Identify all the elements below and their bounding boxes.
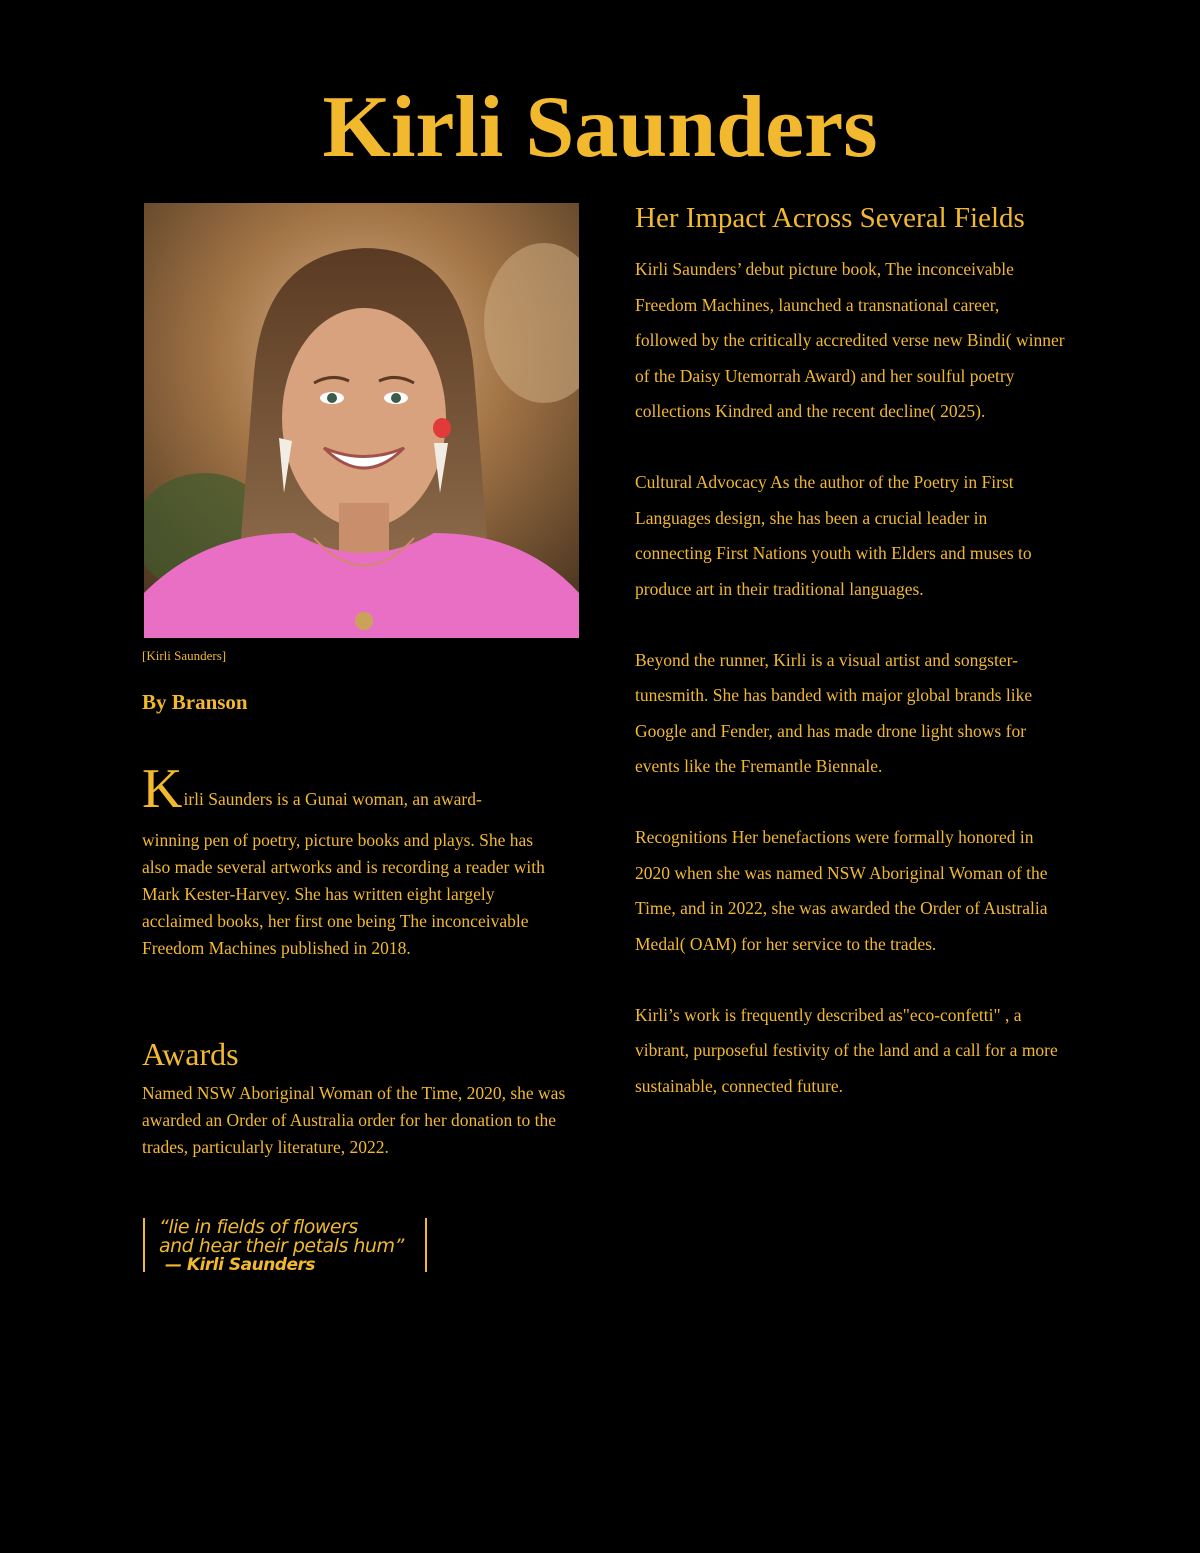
impact-heading: Her Impact Across Several Fields xyxy=(635,202,1025,234)
intro-first-line xyxy=(142,758,482,820)
intro-paragraph xyxy=(142,758,562,962)
page-title: Kirli Saunders xyxy=(322,79,878,176)
impact-paragraph: Kirli Saunders’ debut picture book, The inconceivable Freedom Machines, launched a transnational career, followed by the critically accredited verse new Bindi( winner of the Daisy Utemorrah Award) and her soulful poetry collections Kindred and the recent decline( 2025). xyxy=(635,259,1065,421)
drop-cap: K xyxy=(142,758,183,820)
impact-paragraph: Recognitions Her benefactions were formally honored in 2020 when she was named NSW Aboriginal Woman of the Time, and in 2022, she was awarded the Order of Australia Medal( OAM) for her service to the trades. xyxy=(635,827,1048,954)
impact-paragraph: Beyond the runner, Kirli is a visual artist and songster- tunesmith. She has banded with major global brands like Google and Fender, and has made drone light shows for events like the Fremantle Biennale. xyxy=(635,649,1033,776)
awards-heading: Awards xyxy=(142,1036,239,1072)
impact-body xyxy=(635,252,1065,1140)
intro-first-line-text: irli Saunders is a Gunai woman, an award- xyxy=(183,789,482,809)
quote-author: — Kirli Saunders xyxy=(165,1255,315,1275)
photo-caption: [Kirli Saunders] xyxy=(142,648,227,663)
impact-paragraph: Kirli’s work is frequently described as"eco-confetti" , a vibrant, purposeful festivity of the land and a call for a more sustainable, connected future. xyxy=(635,1004,1058,1096)
quote-line-2: and hear their petals hum” xyxy=(159,1235,404,1257)
intro-body-text: winning pen of poetry, picture books and plays. She has also made several artworks and is recording a reader with Mark Kester-Harvey. She has written eight largely acclaimed books, her first one being The inconceivable Freedom Machines published in 2018. xyxy=(142,830,545,958)
portrait-photo xyxy=(144,203,579,638)
impact-paragraph: Cultural Advocacy As the author of the Poetry in First Languages design, she has been a crucial leader in connecting First Nations youth with Elders and muses to produce art in their traditional languages. xyxy=(635,472,1032,599)
byline: By Branson xyxy=(142,690,248,714)
pull-quote xyxy=(143,1216,427,1275)
quote-line-1: “lie in fields of flowers xyxy=(159,1216,358,1238)
awards-body: Named NSW Aboriginal Woman of the Time, 2020, she was awarded an Order of Australia order for her donation to the trades, particularly literature, 2022. xyxy=(142,1083,566,1157)
